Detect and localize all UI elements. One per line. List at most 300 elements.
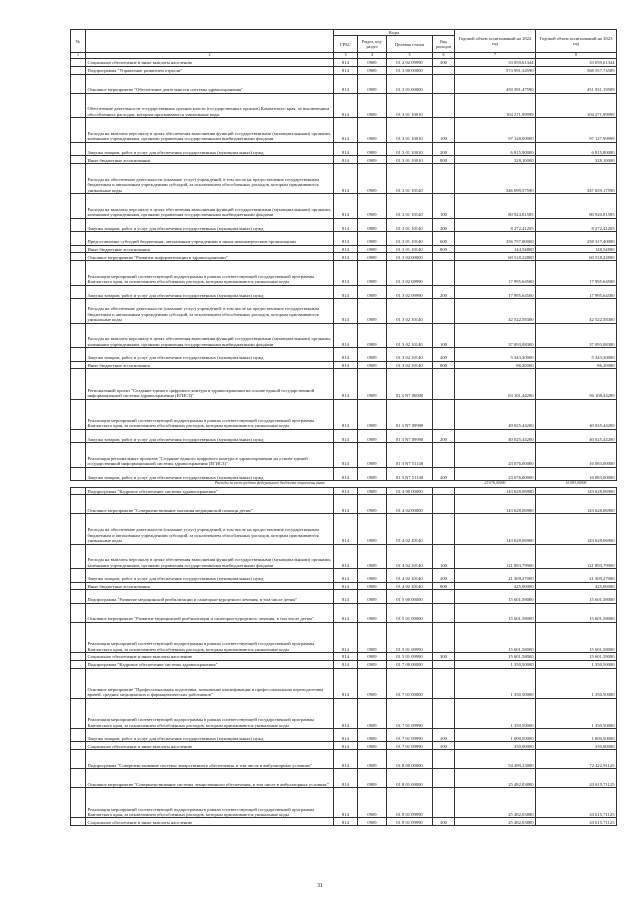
row-target-article: 01 2 02 09990 (387, 59, 433, 67)
row-num (71, 590, 86, 603)
row-value-2023: 56 108,44200 (536, 369, 617, 399)
row-num (71, 142, 86, 155)
row-grbs: 814 (334, 369, 358, 399)
table-row (71, 467, 617, 480)
row-value-2023: 425,00000 (536, 582, 617, 590)
row-value-2022: 42 522,58300 (455, 299, 536, 324)
row-section: 0909 (358, 232, 387, 245)
row-name: Расходы на выплаты персоналу в целях обеспечения выполнения функций государственными (муниципальными) органами, казенными учреждениями, органами управления государственными внебюджетными фондами (86, 118, 334, 143)
row-value-2023: 43 615,71125 (536, 818, 617, 826)
row-expense-type: 200 (433, 142, 455, 155)
row-target-article: 01 3 00 00000 (387, 66, 433, 74)
row-target-article: 01 4 02 00000 (387, 495, 433, 514)
row-target-article: 01 4 02 10140 (387, 514, 433, 544)
row-expense-type: 600 (433, 232, 455, 245)
row-value-2023: 1 350,50000 (536, 668, 617, 698)
row-name: Основное мероприятие "Профессиональная подготовка, повышение квалификации и профессиональная переподготовка врачей, средних медицинских и фармацевтических работников" (86, 668, 334, 698)
row-section: 0909 (358, 660, 387, 668)
row-target-article: 01 3 01 00000 (387, 74, 433, 93)
row-num (71, 285, 86, 298)
row-name: Реализация мероприятий соответствующей подпрограммы в рамках соответствующей государственной программы Камчатского края, за исключением обособленных расходов, которым присваиваются уникальные коды (86, 399, 334, 429)
row-expense-type: 200 (433, 348, 455, 361)
row-name: Основное мероприятие "Развитие медицинской реабилитации и санаторно-курортного лечения, в том числе детям" (86, 603, 334, 622)
row-value-2022: 40 025,44200 (455, 429, 536, 442)
row-value-2023: 72 422,91125 (536, 750, 617, 769)
row-grbs: 814 (334, 163, 358, 193)
table-row (71, 429, 617, 442)
row-num (71, 299, 86, 324)
row-value-2022: 143 628,06900 (455, 487, 536, 495)
row-expense-type (433, 93, 455, 118)
header-num: № (71, 30, 86, 53)
row-value-2023: 80 920,81585 (536, 194, 617, 219)
row-grbs: 814 (334, 261, 358, 286)
row-expense-type (433, 74, 455, 93)
row-num (71, 698, 86, 728)
row-expense-type: 800 (433, 156, 455, 164)
row-num (71, 668, 86, 698)
row-num (71, 652, 86, 660)
row-expense-type: 300 (433, 818, 455, 826)
row-section: 0909 (358, 443, 387, 468)
row-value-2022: 23 076,00000 (455, 467, 536, 480)
row-value-2023: 43 615,71125 (536, 788, 617, 818)
row-target-article: 01 4 02 10140 (387, 582, 433, 590)
row-name: Основное мероприятие "Развитие информатизации в здравоохранении" (86, 253, 334, 261)
row-name: Закупка товаров, работ и услуг для обеспечения государственных (муниципальных) нужд (86, 429, 334, 442)
row-value-2023: 15 601,58000 (536, 652, 617, 660)
row-value-2023: 37 093,08300 (536, 323, 617, 348)
row-section: 0909 (358, 299, 387, 324)
row-value-2022: 346 099,57590 (455, 163, 536, 193)
row-expense-type (433, 369, 455, 399)
row-grbs: 814 (334, 668, 358, 698)
row-value-2023: 40 025,44200 (536, 399, 617, 429)
row-name: Расходы на обеспечение деятельности (оказание услуг) учреждений, в том числе на предоставление государственным бюджетным и автономным учреждениям субсидий, за исключением обособленных расходов, которым присваиваются уникальные коды (86, 514, 334, 544)
row-section: 0909 (358, 163, 387, 193)
row-target-article: 01 5 01 00000 (387, 603, 433, 622)
row-num (71, 74, 86, 93)
row-target-article: 01 3 N7 51140 (387, 443, 433, 468)
budget-table (70, 29, 617, 826)
row-target-article: 01 4 02 10140 (387, 569, 433, 582)
row-section: 0909 (358, 348, 387, 361)
row-grbs: 814 (334, 253, 358, 261)
table-row (71, 285, 617, 298)
row-num (71, 728, 86, 741)
row-name: Иные бюджетные ассигнования (86, 361, 334, 369)
table-row (71, 261, 617, 286)
row-expense-type (433, 66, 455, 74)
row-value-2023: 328,10000 (536, 156, 617, 164)
header-grbs: ГРБС (334, 36, 358, 53)
table-row (71, 66, 617, 74)
row-target-article: 01 7 00 00000 (387, 660, 433, 668)
row-value-2023: 121 893,79900 (536, 544, 617, 569)
row-expense-type: 200 (433, 429, 455, 442)
row-value-2022: 86,20000 (455, 361, 536, 369)
row-name: Расходы на обеспечение деятельности (оказание услуг) учреждений, в том числе на предоставление государственным бюджетным и автономным учреждениям субсидий, за исключением обособленных расходов, которым присваиваются уникальные коды (86, 299, 334, 324)
row-name: Реализация региональных проектов "Создание единого цифрового контура в здравоохранении на основе единой государственной информационной системы здравоохранения (ЕГИСЗ)" (86, 443, 334, 468)
row-section: 0909 (358, 750, 387, 769)
row-value-2022: 25 482,03880 (455, 788, 536, 818)
table-row (71, 361, 617, 369)
row-value-2023: 60 518,22800 (536, 253, 617, 261)
budget-table-sheet (70, 29, 616, 826)
row-name: Реализация мероприятий соответствующей подпрограммы в рамках соответствующей государственной программы Камчатского края, за исключением обособленных расходов, которым присваиваются уникальные коды (86, 622, 334, 652)
row-grbs: 814 (334, 93, 358, 118)
row-grbs: 814 (334, 652, 358, 660)
row-value-2023: 258 317,40000 (536, 232, 617, 245)
row-name: Подпрограмма "Совершенствование системы лекарственного обеспечения, в том числе в амбулаторных условиях" (86, 750, 334, 769)
column-number: 7 (455, 53, 536, 59)
row-section: 0909 (358, 487, 387, 495)
row-note: Расходы за счет средств федерального бюджета отражены выше (86, 481, 455, 487)
row-target-article: 01 7 01 00000 (387, 668, 433, 698)
row-expense-type: 200 (433, 569, 455, 582)
table-row (71, 59, 617, 67)
row-target-article: 01 7 01 09990 (387, 742, 433, 750)
table-row (71, 118, 617, 143)
row-num (71, 194, 86, 219)
page-number: 31 (317, 883, 323, 889)
row-grbs: 814 (334, 698, 358, 728)
row-expense-type (433, 253, 455, 261)
row-grbs: 814 (334, 818, 358, 826)
row-grbs: 814 (334, 788, 358, 818)
row-expense-type (433, 698, 455, 728)
row-num (71, 348, 86, 361)
row-target-article: 01 8 00 00000 (387, 750, 433, 769)
row-target-article: 01 5 01 09990 (387, 622, 433, 652)
table-row (71, 668, 617, 698)
row-value-2023: 8 272,41205 (536, 218, 617, 231)
row-section: 0909 (358, 495, 387, 514)
column-number: 5 (387, 53, 433, 59)
row-section: 0909 (358, 742, 387, 750)
row-expense-type (433, 603, 455, 622)
row-value-2022: 1 350,50000 (455, 698, 536, 728)
table-row (71, 582, 617, 590)
row-section: 0909 (358, 253, 387, 261)
table-row (71, 399, 617, 429)
row-value-2022: 144,54800 (455, 245, 536, 253)
row-grbs: 814 (334, 622, 358, 652)
row-section: 0909 (358, 245, 387, 253)
row-section: 0909 (358, 622, 387, 652)
row-name: Закупка товаров, работ и услуг для обеспечения государственных (муниципальных) нужд (86, 728, 334, 741)
column-number: 1 (71, 53, 86, 59)
row-target-article: 01 3 01 10010 (387, 118, 433, 143)
row-section: 0909 (358, 261, 387, 286)
row-section: 0909 (358, 544, 387, 569)
row-value-2022: 17 995,64500 (455, 261, 536, 286)
row-expense-type: 200 (433, 285, 455, 298)
row-value-2022: 1 350,50000 (455, 668, 536, 698)
row-value-2022: 17 995,64500 (455, 285, 536, 298)
row-value-2022: 97 128,00000 (455, 118, 536, 143)
row-name: Расходы на выплаты персоналу в целях обеспечения выполнения функций государственными (муниципальными) органами, казенными учреждениями, органами управления государственными внебюджетными фондами (86, 544, 334, 569)
row-section: 0909 (358, 429, 387, 442)
row-section: 0909 (358, 66, 387, 74)
row-section: 0909 (358, 668, 387, 698)
table-row (71, 590, 617, 603)
row-section: 0909 (358, 156, 387, 164)
column-number: 3 (334, 53, 358, 59)
row-section: 0909 (358, 467, 387, 480)
row-section: 0909 (358, 59, 387, 67)
row-value-2023: 347 659,17590 (536, 163, 617, 193)
row-name: Иные бюджетные ассигнования (86, 245, 334, 253)
row-num (71, 399, 86, 429)
row-expense-type (433, 399, 455, 429)
row-num (71, 429, 86, 442)
row-num (71, 582, 86, 590)
table-row (71, 514, 617, 544)
row-value-2022: 25 482,03880 (455, 769, 536, 788)
table-body (71, 59, 617, 826)
table-row (71, 544, 617, 569)
row-value-2022: 15 601,58000 (455, 652, 536, 660)
row-name: Подпрограмма "Кадровое обеспечение системы здравоохранения" (86, 487, 334, 495)
row-name: Подпрограмма "Кадровое обеспечение системы здравоохранения" (86, 660, 334, 668)
row-target-article: 01 3 N7 51140 (387, 467, 433, 480)
table-row (71, 443, 617, 468)
row-section: 0909 (358, 569, 387, 582)
row-num (71, 603, 86, 622)
header-codes: Коды (334, 30, 455, 36)
row-name: Расходы на выплаты персоналу в целях обеспечения выполнения функций государственными (муниципальными) органами, казенными учреждениями, органами управления государственными внебюджетными фондами (86, 194, 334, 219)
row-value-2023: 143 628,06900 (536, 487, 617, 495)
row-value-2023: 97 127,99999 (536, 118, 617, 143)
row-section: 0909 (358, 514, 387, 544)
row-value-2022: 15 601,58000 (455, 622, 536, 652)
table-row (71, 750, 617, 769)
row-value-2022: 104 271,99999 (455, 93, 536, 118)
table-row (71, 323, 617, 348)
row-grbs: 814 (334, 194, 358, 219)
row-name: Региональный проект "Создание единого цифрового контура в здравоохранении на основе единой государственной информационной системы здравоохранения (ЕГИСЗ)" (86, 369, 334, 399)
row-expense-type (433, 788, 455, 818)
row-section: 0909 (358, 788, 387, 818)
row-expense-type: 100 (433, 194, 455, 219)
table-row (71, 156, 617, 164)
row-num (71, 369, 86, 399)
row-value-2022: 63 101,44200 (455, 369, 536, 399)
row-value-2023: 5 343,30000 (536, 348, 617, 361)
row-section: 0909 (358, 218, 387, 231)
row-value-2023: 451 931,19589 (536, 74, 617, 93)
row-section: 0909 (358, 818, 387, 826)
row-value-2023: 104 271,99999 (536, 93, 617, 118)
row-grbs: 814 (334, 232, 358, 245)
row-expense-type (433, 622, 455, 652)
row-section: 0909 (358, 769, 387, 788)
row-grbs: 814 (334, 582, 358, 590)
row-value-2023: 6 815,80000 (536, 142, 617, 155)
row-target-article: 01 3 01 10140 (387, 163, 433, 193)
row-value-2022: 573 991,34590 (455, 66, 536, 74)
row-target-article: 01 8 01 09990 (387, 788, 433, 818)
row-section: 0909 (358, 582, 387, 590)
row-num (71, 544, 86, 569)
row-name: Иные бюджетные ассигнования (86, 156, 334, 164)
row-grbs: 814 (334, 323, 358, 348)
row-grbs: 814 (334, 742, 358, 750)
row-grbs: 814 (334, 245, 358, 253)
header-name (86, 30, 334, 53)
row-value-2023: 86,20000 (536, 361, 617, 369)
row-expense-type: 800 (433, 245, 455, 253)
row-expense-type (433, 590, 455, 603)
table-row (71, 495, 617, 514)
table-row (71, 698, 617, 728)
row-target-article: 01 3 01 10010 (387, 93, 433, 118)
row-grbs: 814 (334, 769, 358, 788)
row-expense-type: 200 (433, 218, 455, 231)
row-name: Основное мероприятие "Обеспечение деятельности системы здравоохранения" (86, 74, 334, 93)
row-num (71, 569, 86, 582)
column-number: 4 (358, 53, 387, 59)
row-expense-type: 200 (433, 467, 455, 480)
row-num (71, 323, 86, 348)
row-name: Реализация мероприятий соответствующей подпрограммы в рамках соответствующей государственной программы Камчатского края, за исключением обособленных расходов, которым присваиваются уникальные коды (86, 698, 334, 728)
row-num (71, 788, 86, 818)
row-grbs: 814 (334, 728, 358, 741)
row-num (71, 818, 86, 826)
row-expense-type: 100 (433, 544, 455, 569)
row-grbs: 814 (334, 218, 358, 231)
row-grbs: 814 (334, 74, 358, 93)
row-expense-type (433, 163, 455, 193)
row-name: Социальное обеспечение и иные выплаты населению (86, 59, 334, 67)
table-row (71, 818, 617, 826)
row-name: Социальное обеспечение и иные выплаты населению (86, 652, 334, 660)
row-value-2023: 16 083,00000 (536, 481, 617, 487)
row-num (71, 660, 86, 668)
row-name: Обеспечение деятельности государственных органов власти (государственных органов) Камчатского края, за исключением обособленных расходов, которым присваиваются уникальные коды (86, 93, 334, 118)
row-section: 0909 (358, 194, 387, 219)
table-row (71, 218, 617, 231)
row-value-2022: 1 000,50000 (455, 728, 536, 741)
row-num (71, 66, 86, 74)
row-value-2022: 33 059,61344 (455, 59, 536, 67)
row-num (71, 742, 86, 750)
row-value-2022: 40 025,44200 (455, 399, 536, 429)
table-row (71, 163, 617, 193)
row-num (71, 232, 86, 245)
row-value-2023: 33 059,61344 (536, 59, 617, 67)
header-type: Вид расходов (433, 36, 455, 53)
row-name: Расходы на выплаты персоналу в целях обеспечения выполнения функций государственными (муниципальными) органами, казенными учреждениями, органами управления государственными внебюджетными фондами (86, 323, 334, 348)
row-name: Основное мероприятие "Совершенствование системы лекарственного обеспечения, в том числе в амбулаторных условиях" (86, 769, 334, 788)
row-value-2023: 16 083,00000 (536, 467, 617, 480)
row-value-2023: 15 601,58000 (536, 590, 617, 603)
table-row (71, 769, 617, 788)
row-target-article: 01 3 02 00000 (387, 253, 433, 261)
row-value-2023: 1 000,50000 (536, 728, 617, 741)
row-value-2022: 5 343,30000 (455, 348, 536, 361)
row-target-article: 01 8 01 00000 (387, 769, 433, 788)
row-num (71, 118, 86, 143)
row-target-article: 01 3 02 10140 (387, 348, 433, 361)
table-row (71, 93, 617, 118)
row-value-2023: 43 615,71125 (536, 769, 617, 788)
row-expense-type: 200 (433, 728, 455, 741)
row-grbs: 814 (334, 142, 358, 155)
row-value-2022: 15 601,58000 (455, 590, 536, 603)
row-name: Социальное обеспечение и иные выплаты населению (86, 818, 334, 826)
row-num (71, 443, 86, 468)
row-value-2023: 17 995,64500 (536, 261, 617, 286)
table-row (71, 622, 617, 652)
row-value-2022: 350,00000 (455, 742, 536, 750)
row-target-article: 01 3 01 10140 (387, 194, 433, 219)
table-row (71, 253, 617, 261)
table-row (71, 194, 617, 219)
row-grbs: 814 (334, 514, 358, 544)
row-grbs: 814 (334, 118, 358, 143)
row-num (71, 156, 86, 164)
row-value-2022: 23 076,00000 (455, 443, 536, 468)
table-row (71, 652, 617, 660)
row-section: 0909 (358, 652, 387, 660)
row-value-2022: 23 076,00000 (455, 481, 536, 487)
row-target-article: 01 3 01 10140 (387, 218, 433, 231)
row-name: Расходы на обеспечение деятельности (оказание услуг) учреждений, в том числе на предоставление государственным бюджетным и автономным учреждениям субсидий, за исключением обособленных расходов, которым присваиваются уникальные коды (86, 163, 334, 193)
row-num (71, 93, 86, 118)
row-value-2023: 148,54800 (536, 245, 617, 253)
row-grbs: 814 (334, 285, 358, 298)
table-row (71, 245, 617, 253)
table-row (71, 788, 617, 818)
row-grbs: 814 (334, 569, 358, 582)
row-value-2023: 1 350,50000 (536, 698, 617, 728)
row-expense-type (433, 668, 455, 698)
row-value-2023: 40 025,44200 (536, 429, 617, 442)
row-value-2022: 21 309,27000 (455, 569, 536, 582)
row-name: Закупка товаров, работ и услуг для обеспечения государственных (муниципальных) нужд (86, 218, 334, 231)
row-value-2023: 17 995,64500 (536, 285, 617, 298)
row-num (71, 622, 86, 652)
row-expense-type (433, 514, 455, 544)
row-grbs: 814 (334, 156, 358, 164)
row-value-2022: 6 815,90000 (455, 142, 536, 155)
row-grbs: 814 (334, 660, 358, 668)
row-expense-type: 300 (433, 59, 455, 67)
row-value-2022: 328,10000 (455, 156, 536, 164)
row-value-2022: 37 093,08300 (455, 323, 536, 348)
column-number: 8 (536, 53, 617, 59)
row-num (71, 495, 86, 514)
row-target-article: 01 3 01 10140 (387, 245, 433, 253)
row-section: 0909 (358, 698, 387, 728)
row-grbs: 814 (334, 299, 358, 324)
header-vol2022: Годовой объем ассигнований на 2022 год (455, 30, 536, 53)
table-row (71, 74, 617, 93)
row-target-article: 01 5 00 00000 (387, 590, 433, 603)
row-target-article: 01 5 01 09990 (387, 652, 433, 660)
row-name: Подпрограмма "Развитие медицинской реабилитации и санаторно-курортного лечения, в том числе детям" (86, 590, 334, 603)
row-num (71, 59, 86, 67)
row-name: Закупка товаров, работ и услуг для обеспечения государственных (муниципальных) нужд (86, 142, 334, 155)
row-target-article: 01 7 01 09990 (387, 698, 433, 728)
row-target-article: 01 3 01 10140 (387, 232, 433, 245)
row-target-article: 01 3 02 09990 (387, 285, 433, 298)
row-expense-type (433, 769, 455, 788)
row-value-2023: 350,00000 (536, 742, 617, 750)
row-target-article: 01 3 N7 09990 (387, 429, 433, 442)
